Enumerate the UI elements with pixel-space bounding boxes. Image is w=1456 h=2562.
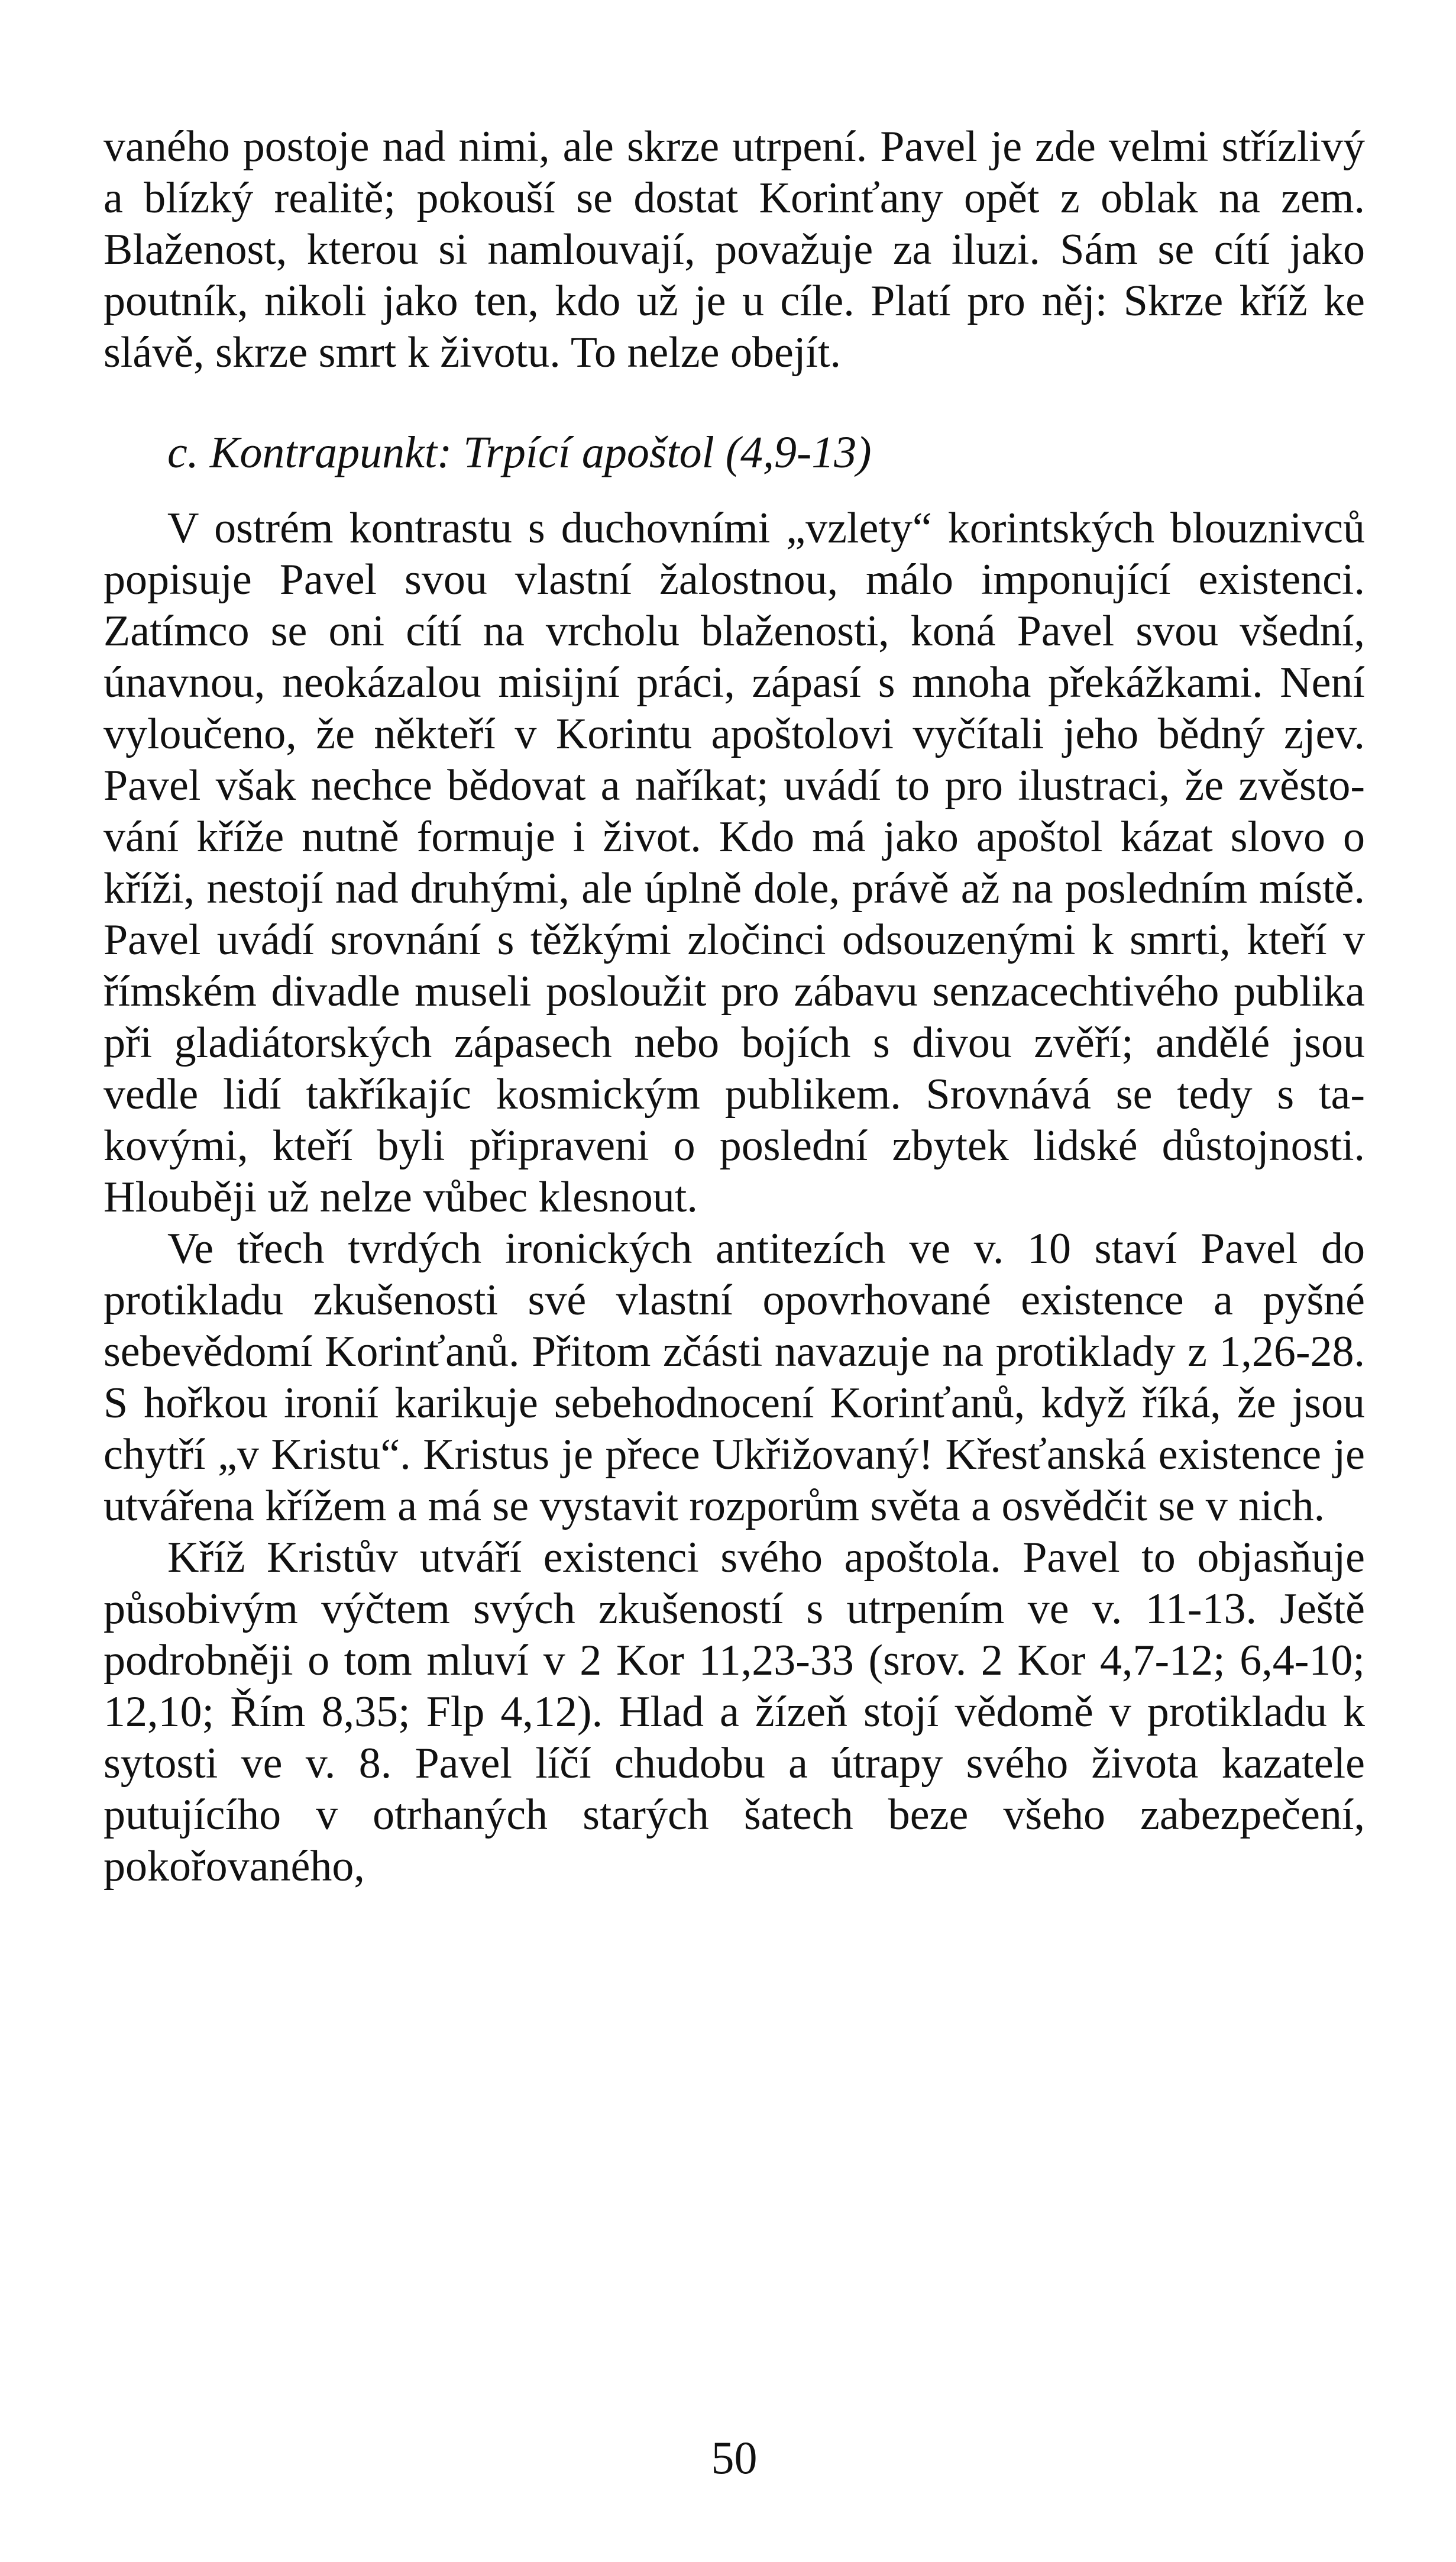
paragraph-antitheses: Ve třech tvrdých ironických antitezích ve v. 10 staví Pavel do protikladu zkušenosti své vlastní opovrhované existence a pyšné sebevědomí Korinťanů. Přitom zčásti navazuje na protiklady z 1,26-28. S hořkou ironií karikuje sebehodnocení Korinťanů, když říká, že jsou chytří „v Kristu“. Kristus je přece Ukřižovaný! Křesťanská existence je utvářena křížem a má se vystavit rozporům světa a osvědčit se v nich. [103,1225,1365,1530]
paragraph-cross-of-christ: Kříž Kristův utváří existenci svého apoštola. Pavel to objasňuje působivým výčtem svých zkušeností s utrpením ve v. 11-13. Ještě podrobněji o tom mluví v 2 Kor 11,23-33 (srov. 2 Kor 4,7-12; 6,4-10; 12,10; Řím 8,35; Flp 4,12). Hlad a žízeň stojí vědomě v protikladu k sytosti ve v. 8. Pavel líčí chudobu a útrapy svého života kazatele putujícího v otrhaných starých šatech beze všeho zabezpečení, pokořovaného, [103,1533,1365,1891]
section-heading: c. Kontrapunkt: Trpící apoštol (4,9-13) [167,428,872,477]
page-number: 50 [711,2432,758,2483]
paragraph-suffering-apostle: V ostrém kontrastu s duchovními „vzlety“ korintských blouznivců popisuje Pavel svou vlastní žalostnou, málo imponující existenci. Zatímco se oni cítí na vrcholu blaženosti, koná Pavel svou všední, únavnou, neokázalou misijní práci, zápasí s mnoha překážkami. Není vyloučeno, že někteří v Korintu apoštolovi vyčítali jeho bědný zjev. Pavel však nechce bědovat a naříkat; uvádí to pro ilustraci, že zvěstování kříže nutně formuje i život. Kdo má jako apoštol kázat slovo o kříži, nestojí nad druhými, ale úplně dole, právě až na posledním místě. Pavel uvádí srovnání s těžkými zločinci odsouzenými k smrti, kteří v římském divadle museli posloužit pro zábavu senzacechtivého publika při gladiátorských zápasech nebo bojích s divou zvěří; andělé jsou vedle lidí takříkajíc kosmickým publikem. Srovnává se tedy s takovými, kteří byli připraveni o poslední zbytek lidské důstojnosti. Hlouběji už nelze vůbec klesnout. [103,504,1365,1222]
paragraph-continuation: vaného postoje nad nimi, ale skrze utrpení. Pavel je zde velmi střízlivý a blízký realitě; pokouší se dostat Korinťany opět z oblak na zem. Blaženost, kterou si namlouvají, považuje za iluzi. Sám se cítí jako poutník, nikoli jako ten, kdo už je u cíle. Platí pro něj: Skrze kříž ke slávě, skrze smrt k životu. To nelze obejít. [103,122,1365,377]
book-page [103,121,1365,2535]
